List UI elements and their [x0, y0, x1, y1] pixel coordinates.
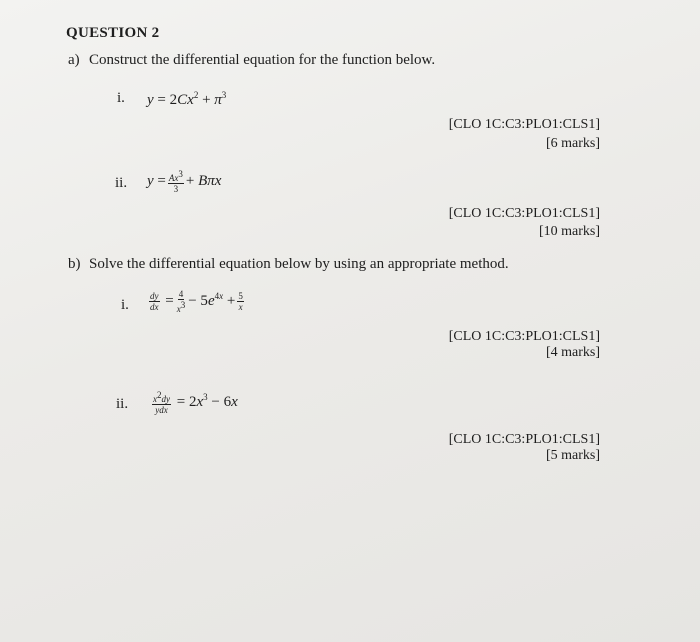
part-b-item-2-clo: [CLO 1C:C3:PLO1:CLS1] — [448, 432, 600, 447]
part-a-label: a) — [68, 52, 80, 68]
question-title: QUESTION 2 — [66, 25, 160, 41]
part-a-item-2-clo: [CLO 1C:C3:PLO1:CLS1] — [448, 206, 600, 221]
part-a-item-2-equation: y = $\frac{Ax^3}{3}$ + Bπx — [147, 169, 222, 194]
part-a-item-2-marks: [10 marks] — [538, 224, 600, 239]
part-b-item-1-marks: [4 marks] — [545, 345, 600, 360]
part-b-item-1-equation: $\frac{dy}{dx}$ = $\frac{4}{x^3}$ − $5e^{4x}$ + $\frac{5}{x}$ — [150, 289, 243, 314]
part-b-item-1-clo: [CLO 1C:C3:PLO1:CLS1] — [448, 329, 600, 344]
part-b-item-2-equation: $\frac{x^2dy}{\text{ydx}}$ = $2x^3 - 6x$ — [153, 390, 238, 415]
part-a-instruction: Construct the differential equation for the function below. — [89, 52, 436, 68]
part-b-item-2-marks: [5 marks] — [545, 448, 600, 463]
part-b-label: b) — [68, 256, 81, 272]
part-a-item-2-numeral: ii. — [115, 175, 128, 191]
part-a-item-1-equation: $y = 2Cx^2 + \pi^3$ — [147, 90, 227, 108]
part-a-item-1-marks: [6 marks] — [545, 136, 600, 151]
part-a-item-1-clo: [CLO 1C:C3:PLO1:CLS1] — [448, 117, 600, 132]
part-b-instruction: Solve the differential equation below by using an appropriate method. — [89, 256, 509, 272]
part-b-item-2-numeral: ii. — [116, 396, 129, 412]
part-a-item-1-numeral: i. — [117, 90, 125, 106]
part-b-item-1-numeral: i. — [121, 297, 129, 313]
